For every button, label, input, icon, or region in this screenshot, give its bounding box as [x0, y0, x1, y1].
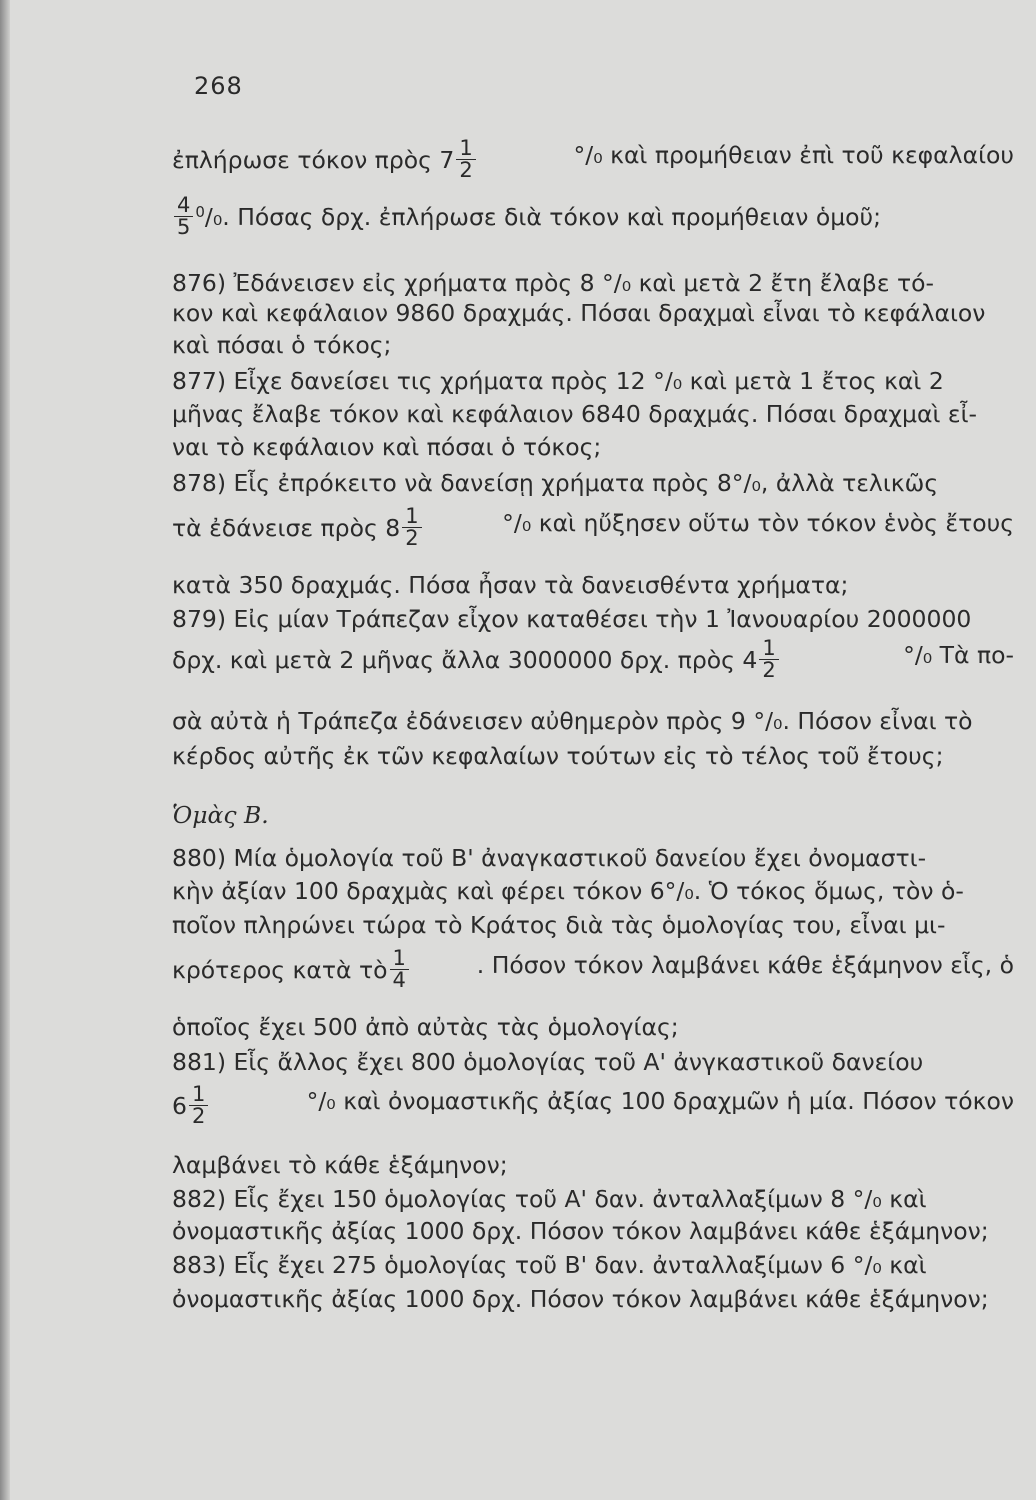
fraction-numerator: 1 [189, 1084, 208, 1106]
text-segment: °/₀ καὶ ηὔξησεν οὕτω τὸν τόκον ἑνὸς ἔτους [502, 509, 1014, 537]
problem-881-line-1: 881) Εἷς ἄλλος ἔχει 800 ὁμολογίας τοῦ Α' ἀνγκαστικοῦ δανείου [172, 1048, 924, 1076]
problem-878-line-3: κατὰ 350 δραχμάς. Πόσα ἦσαν τὰ δανεισθέντα χρήματα; [172, 571, 849, 599]
fraction [174, 195, 193, 238]
problem-876-line-1: 876) Ἐδάνεισεν εἰς χρήματα πρὸς 8 °/₀ καὶ μετὰ 2 ἔτη ἔλαβε τό- [172, 269, 935, 297]
page-number: 268 [194, 72, 243, 100]
problem-877-line-1: 877) Εἶχε δανείσει τις χρήματα πρὸς 12 °/₀ καὶ μετὰ 1 ἔτος καὶ 2 [172, 367, 944, 395]
fraction-numerator: 1 [759, 638, 778, 660]
problem-876-line-2: κον καὶ κεφάλαιον 9860 δραχμάς. Πόσαι δραχμαὶ εἶναι τὸ κεφάλαιον [172, 299, 986, 327]
fraction [759, 638, 778, 681]
fraction-denominator: 2 [191, 1104, 206, 1128]
problem-881-line-3: λαμβάνει τὸ κάθε ἑξάμηνον; [172, 1151, 508, 1179]
text-line [172, 193, 1014, 240]
problem-880-line-2: κὴν ἀξίαν 100 δραχμὰς καὶ φέρει τόκον 6°/₀. Ὁ τόκος ὅμως, τὸν ὁ- [172, 877, 964, 905]
text-segment: τὰ ἐδάνεισε πρὸς 8 [172, 514, 401, 542]
fraction-numerator: 4 [174, 195, 193, 217]
fraction-denominator: 2 [459, 158, 473, 182]
problem-881-line-2 [172, 1082, 1014, 1129]
page-binding-edge [0, 0, 10, 1500]
text-segment: /₀. Πόσας δρχ. ἐπλήρωσε διὰ τόκον καὶ προμήθειαν ὁμοῦ; [204, 203, 882, 231]
text-segment: κρότερος κατὰ τὸ [172, 956, 388, 984]
fraction [390, 948, 409, 991]
problem-877-line-3: ναι τὸ κεφάλαιον καὶ πόσαι ὁ τόκος; [172, 433, 602, 461]
fraction-numerator: 1 [456, 138, 475, 160]
text-segment: δρχ. καὶ μετὰ 2 μῆνας ἄλλα 3000000 δρχ. πρὸς 4 [172, 646, 758, 674]
problem-880-line-3: ποῖον πληρώνει τώρα τὸ Κράτος διὰ τὰς ὁμολογίας του, εἶναι μι- [172, 911, 946, 939]
fraction-denominator: 2 [762, 658, 776, 682]
fraction-denominator: 4 [392, 968, 406, 992]
problem-882-line-2: ὀνομαστικῆς ἀξίας 1000 δρχ. Πόσον τόκον λαμβάνει κάθε ἑξάμηνον; [172, 1217, 989, 1245]
problem-879-line-1: 879) Εἰς μίαν Τράπεζαν εἶχον καταθέσει τὴν 1 Ἰανουαρίου 2000000 [172, 605, 972, 633]
problem-880-line-4 [172, 946, 1014, 993]
text-segment: °/₀ Τὰ πο- [903, 641, 1014, 669]
problem-879-line-2 [172, 636, 1014, 683]
problem-882-line-1: 882) Εἷς ἔχει 150 ὁμολογίας τοῦ Α' δαν. ἀνταλλαξίμων 8 °/₀ καὶ [172, 1185, 927, 1213]
text-segment: ἐπλήρωσε τόκον πρὸς 7 [172, 146, 455, 174]
fraction [189, 1084, 208, 1127]
problem-877-line-2: μῆνας ἔλαβε τόκον καὶ κεφάλαιον 6840 δραχμάς. Πόσαι δραχμαὶ εἶ- [172, 400, 978, 428]
section-heading: Ὁμὰς Β. [172, 801, 269, 829]
text-segment: °/₀ καὶ ὀνομαστικῆς ἀξίας 100 δραχμῶν ἡ μία. Πόσον τόκον [306, 1087, 1014, 1115]
text-line [172, 136, 1014, 183]
problem-878-line-1: 878) Εἷς ἐπρόκειτο νὰ δανείσῃ χρήματα πρὸς 8°/₀, ἀλλὰ τελικῶς [172, 469, 939, 497]
problem-879-line-3: σὰ αὐτὰ ἡ Τράπεζα ἐδάνεισεν αὐθημερὸν πρὸς 9 °/₀. Πόσον εἶναι τὸ [172, 707, 973, 735]
problem-883-line-2: ὀνομαστικῆς ἀξίας 1000 δρχ. Πόσον τόκον λαμβάνει κάθε ἑξάμηνον; [172, 1285, 989, 1313]
problem-876-line-3: καὶ πόσαι ὁ τόκος; [172, 331, 392, 359]
problem-880-line-5: ὁποῖος ἔχει 500 ἀπὸ αὐτὰς τὰς ὁμολογίας; [172, 1013, 679, 1041]
fraction [456, 138, 475, 181]
text-segment: °/₀ καὶ προμήθειαν ἐπὶ τοῦ κεφαλαίου [573, 141, 1014, 169]
fraction [402, 506, 421, 549]
text-segment: 6 [172, 1092, 187, 1120]
fraction-numerator: 1 [402, 506, 421, 528]
fraction-denominator: 5 [177, 215, 191, 239]
text-segment: . Πόσον τόκον λαμβάνει κάθε ἑξάμηνον εἷς, ὁ [476, 951, 1014, 979]
problem-880-line-1: 880) Μία ὁμολογία τοῦ Β' ἀναγκαστικοῦ δανείου ἔχει ὀνομαστι- [172, 844, 927, 872]
problem-879-line-4: κέρδος αὐτῆς ἐκ τῶν κεφαλαίων τούτων εἰς τὸ τέλος τοῦ ἔτους; [172, 742, 944, 770]
fraction-numerator: 1 [390, 948, 409, 970]
fraction-denominator: 2 [405, 526, 419, 550]
problem-878-line-2 [172, 504, 1014, 551]
problem-883-line-1: 883) Εἷς ἔχει 275 ὁμολογίας τοῦ Β' δαν. ἀνταλλαξίμων 6 °/₀ καὶ [172, 1251, 927, 1279]
superscript: 0 [195, 203, 205, 221]
